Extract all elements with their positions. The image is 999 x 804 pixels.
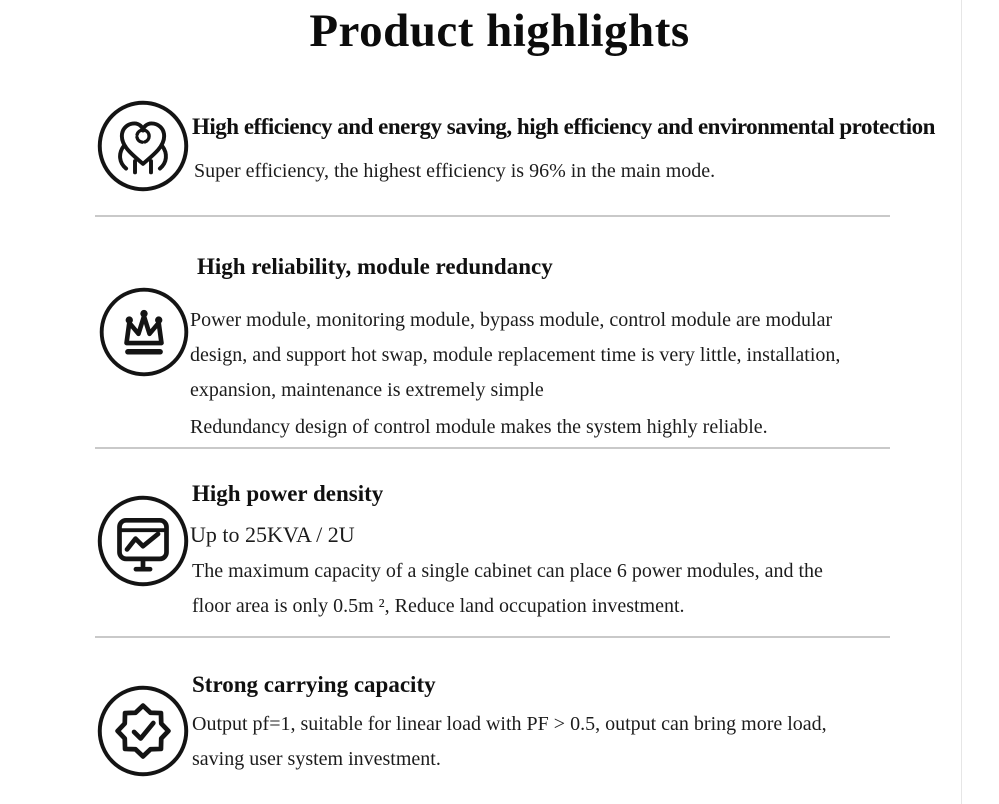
section-divider (95, 215, 890, 217)
body-line: expansion, maintenance is extremely simple (190, 379, 544, 401)
page-edge-line (961, 0, 962, 804)
section-1-body: Super efficiency, the highest efficiency is 96% in the main mode. (194, 160, 716, 182)
heart-in-hands-icon (96, 99, 190, 193)
page-title: Product highlights (309, 5, 690, 57)
section-1-heading: High efficiency and energy saving, high efficiency and environmental protection (192, 114, 935, 139)
section-3-heading: High power density (192, 481, 384, 506)
body-line: design, and support hot swap, module replacement time is very little, installation, (190, 344, 841, 366)
body-line: Power module, monitoring module, bypass module, control module are modular (190, 309, 833, 331)
section-3-body (192, 554, 823, 624)
crown-icon (98, 286, 190, 378)
body-line: saving user system investment. (192, 748, 441, 770)
section-3-subheading: Up to 25KVA / 2U (190, 522, 355, 547)
section-divider (95, 447, 890, 449)
body-line: The maximum capacity of a single cabinet can place 6 power modules, and the (192, 560, 823, 582)
body-line: floor area is only 0.5m ², Reduce land occupation investment. (192, 595, 685, 617)
monitor-chart-icon (96, 494, 190, 588)
section-4-heading: Strong carrying capacity (192, 672, 436, 697)
body-line: Output pf=1, suitable for linear load with PF > 0.5, output can bring more load, (192, 713, 827, 735)
badge-check-icon (96, 684, 190, 778)
section-2-body (190, 303, 840, 408)
section-divider (95, 636, 890, 638)
section-4-body (192, 707, 827, 777)
section-2-heading: High reliability, module redundancy (197, 254, 553, 279)
section-2-body-2: Redundancy design of control module makes the system highly reliable. (190, 416, 768, 438)
